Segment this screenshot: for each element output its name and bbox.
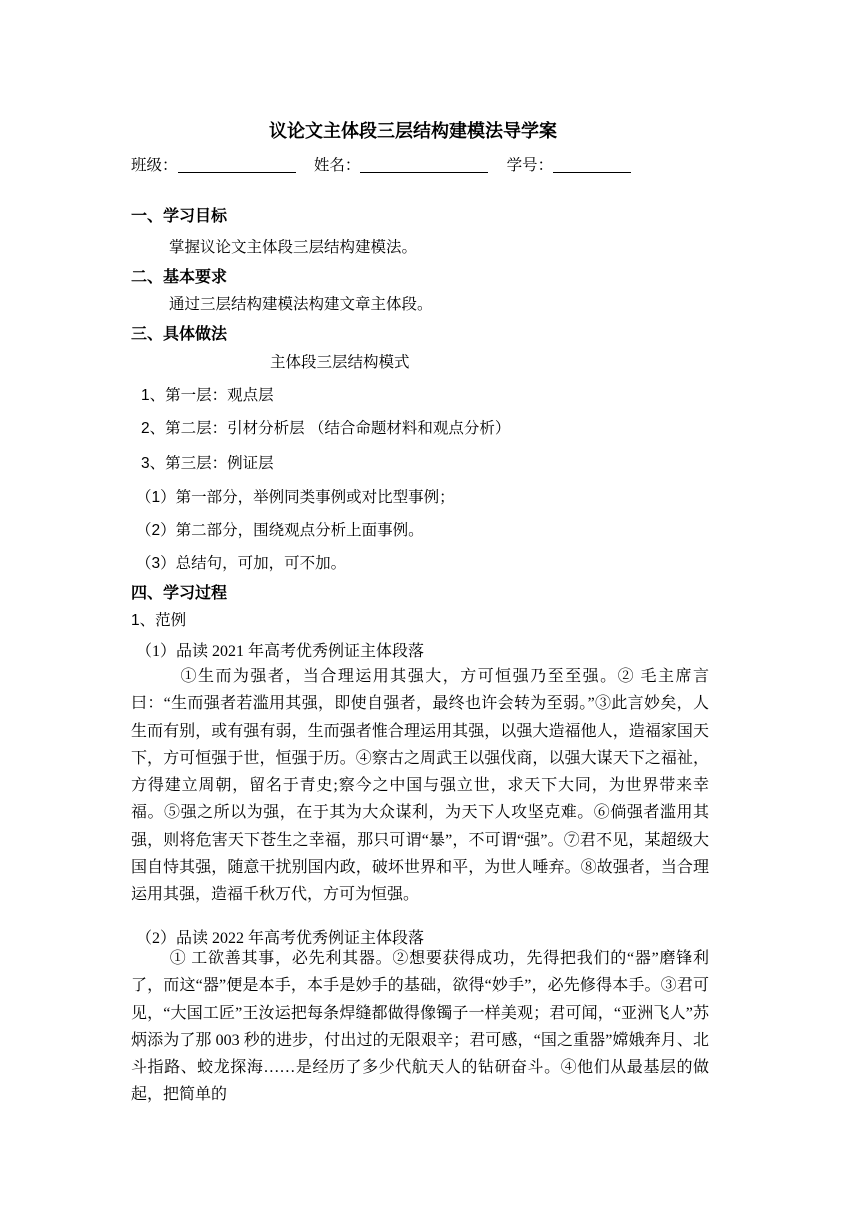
example-2-title: （2）品读 2022 年高考优秀例证主体段落 — [136, 930, 425, 947]
id-blank — [553, 156, 631, 173]
method-item: 3、第三层：例证层 — [141, 455, 274, 472]
example-2-text: ① 工欲善其事，必先利其器。②想要获得成功，先得把我们的“器”磨锋利了，而这“器”便是本手，本手是妙手的基础，欲得“妙手”，必先修得本手。③君可见，“大国工匠”王汝运把每条焊缝都做得像镯子一样美观；君可闻，“亚洲飞人”苏炳添为了那 003 秒的进步，付出过的无限艰辛；君可感，“国之重器”嫦娥奔月、北斗指路、蛟龙探海……是经历了多少代航天人的钻研奋斗。④他们从最基层的做起，把简单的 — [131, 950, 709, 1104]
example-1-paragraph — [131, 663, 709, 909]
method-item: （1）第一部分，举例同类事例或对比型事例； — [136, 489, 455, 506]
document-title: 议论文主体段三层结构建模法导学案 — [269, 121, 557, 141]
name-label: 姓名： — [313, 157, 361, 174]
section-heading-process: 四、学习过程 — [131, 585, 228, 602]
goals-text: 掌握议论文主体段三层结构建模法。 — [169, 239, 418, 256]
method-item: 2、第二层：引材分析层 （结合命题材料和观点分析） — [141, 420, 511, 437]
method-subtitle: 主体段三层结构模式 — [270, 354, 410, 371]
example-2-paragraph — [131, 945, 709, 1109]
method-item: （3）总结句，可加，可不加。 — [136, 555, 347, 572]
class-blank — [178, 156, 296, 173]
example-1-title: （1）品读 2021 年高考优秀例证主体段落 — [136, 643, 425, 660]
class-label: 班级： — [131, 157, 178, 174]
info-line — [131, 153, 631, 175]
name-blank — [360, 156, 488, 173]
example-1-text: ①生而为强者，当合理运用其强大，方可恒强乃至至强。② 毛主席言曰：“生而强者若滥用其强，即使自强者，最终也许会转为至弱。”③此言妙矣，人生而有别，或有强有弱，生而强者惟合理运用其强，以强大造福他人，造福家国天下，方可恒强于世，恒强于历。④察古之周武王以强伐商，以强大谋天下之福祉，方得建立周朝，留名于青史;察今之中国与强立世，求天下大同，为世界带来幸福。⑤强之所以为强，在于其为大众谋利，为天下人攻坚克难。⑥倘强者滥用其强，则将危害天下苍生之幸福，那只可谓“暴”，不可谓“强”。⑦君不见，某超级大国自恃其强，随意干扰别国内政，破坏世界和平，为世人唾弃。⑧故强者，当合理运用其强，造福千秋万代，方可为恒强。 — [131, 668, 709, 904]
method-item: 1、第一层：观点层 — [141, 387, 274, 404]
section-heading-method: 三、具体做法 — [131, 326, 228, 343]
section-heading-requirements: 二、基本要求 — [131, 269, 228, 286]
section-heading-goals: 一、学习目标 — [131, 208, 228, 225]
method-item: （2）第二部分，围绕观点分析上面事例。 — [136, 522, 424, 539]
id-label: 学号： — [506, 157, 554, 174]
process-sub-heading: 1、范例 — [131, 612, 187, 629]
requirements-text: 通过三层结构建模法构建文章主体段。 — [169, 296, 433, 313]
